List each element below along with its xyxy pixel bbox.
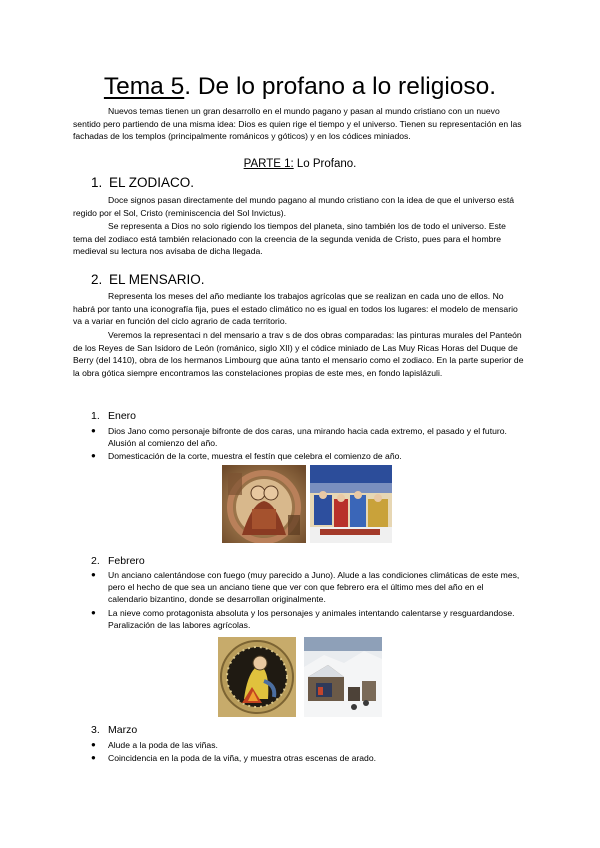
- list-item: [91, 607, 525, 631]
- enero-bullet-list: [91, 425, 525, 464]
- month-name: Marzo: [108, 724, 138, 736]
- part-label: PARTE 1:: [243, 158, 294, 170]
- part-heading: [0, 157, 600, 171]
- old-man-fire-mural-image: [218, 637, 296, 717]
- list-item: [91, 450, 525, 462]
- section-title: EL MENSARIO.: [109, 272, 205, 287]
- section-number: 1.: [91, 175, 103, 190]
- berry-january-miniature-image: [310, 465, 392, 543]
- list-item-text: La nieve como protagonista absoluta y los personajes y animales intentando calentarse y resguardandose. Paralización de las labores agrícolas.: [108, 607, 515, 630]
- zodiaco-paragraph-2: Se representa a Dios no solo rigiendo los tiempos del planeta, sino también los de todo el universo. Este tema del zodiaco está también relacionado con la creencia de la segunda venida de Cristo, pues para el hombre medieval su lectura nos avisaba de dicha llegada.: [73, 221, 506, 256]
- list-item: [91, 739, 525, 751]
- janus-mural-image: [222, 465, 306, 543]
- list-item-text: Domesticación de la corte, muestra el festín que celebra el comienzo de año.: [108, 451, 402, 462]
- list-item-text: Un anciano calentándose con fuego (muy parecido a Juno). Alude a las condiciones climáticas de este mes, pero el hecho de que sea un anciano tiene que ver con que febrero era el último mes del año en el calendario bizantino, donde se desarrollan originalmente.: [108, 570, 520, 605]
- bullet-icon: ●: [91, 426, 96, 435]
- zodiaco-paragraph-1: Doce signos pasan directamente del mundo pagano al mundo cristiano con la idea de que el universo está regido por el Sol, Cristo (reminiscencia del Sol Invictus).: [73, 195, 515, 218]
- list-item: [91, 425, 525, 449]
- title-tema: Tema 5: [103, 73, 185, 100]
- month-number: 2.: [91, 555, 100, 567]
- section-number: 2.: [91, 272, 103, 287]
- month-name: Febrero: [108, 555, 145, 567]
- month-heading-enero: [91, 410, 136, 423]
- intro-paragraph: Nuevos temas tienen un gran desarrollo en el mundo pagano y pasan al mundo cristiano con un nuevo sentido pero partiendo de una misma idea: Dios es quien rige el tiempo y el universo. Tienen su representación en las fachadas de los templos (principalmente románicos y góticos) y en los códices miniados.: [73, 106, 522, 141]
- section-title: EL ZODIACO.: [109, 175, 195, 190]
- bullet-icon: ●: [91, 740, 96, 749]
- bullet-icon: ●: [91, 607, 96, 617]
- bullet-icon: ●: [91, 451, 96, 461]
- mensario-paragraph-2: Veremos la representaci n del mensario a trav s de dos obras comparadas: las pinturas murales del Panteón de los Reyes de San Isidoro de León (románico, siglo XII) y el códice miniado de Las Muy Ricas Horas del Duque de Berry (del 1410), obra de los hermanos Limbourg que aúna tanto el mensario como el zodiaco. En la parte superior de la obra gótica siempre encontramos las constelaciones propias de este mes, en fondo lapislázuli.: [73, 330, 524, 378]
- marzo-bullet-list: [91, 739, 525, 765]
- month-number: 3.: [91, 724, 100, 736]
- title-rest: . De lo profano a lo religioso.: [184, 73, 497, 100]
- berry-february-miniature-image: [304, 637, 382, 717]
- section-heading-zodiaco: [91, 175, 194, 191]
- list-item-text: Alude a la poda de las viñas.: [108, 740, 218, 750]
- month-name: Enero: [108, 410, 137, 422]
- page-title: [0, 72, 600, 102]
- bullet-icon: ●: [91, 570, 96, 579]
- mensario-paragraph-1: Representa los meses del año mediante los trabajos agrícolas que se realizan en cada uno de ellos. No habrá por tanto una iconografía fija, pues el estado climático no es igual en todos los lugares: el modelo de mensario va a variar en función del ciclo agrario de cada territorio.: [73, 291, 518, 326]
- list-item: [91, 569, 525, 606]
- month-heading-marzo: [91, 724, 137, 737]
- month-heading-febrero: [91, 555, 145, 568]
- month-number: 1.: [91, 410, 100, 422]
- bullet-icon: ●: [91, 753, 96, 763]
- list-item: [91, 752, 525, 764]
- list-item-text: Dios Jano como personaje bifronte de dos caras, una mirando hacia cada extremo, el pasado y el futuro. Alusión al comienzo del año.: [108, 426, 507, 449]
- list-item-text: Coincidencia en la poda de la viña, y muestra otras escenas de arado.: [108, 753, 377, 764]
- part-title: Lo Profano.: [293, 158, 357, 170]
- febrero-bullet-list: [91, 569, 525, 632]
- section-heading-mensario: [91, 272, 205, 288]
